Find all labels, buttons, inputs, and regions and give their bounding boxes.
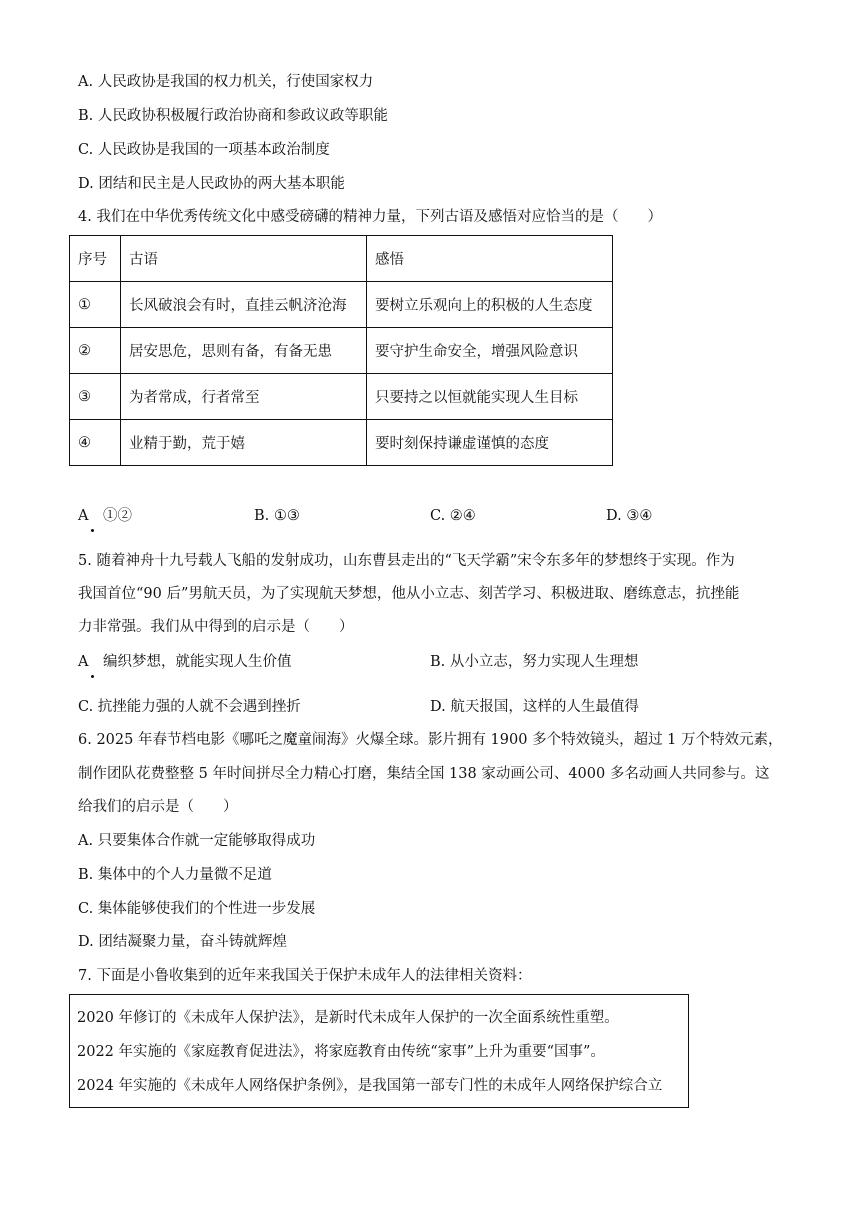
header-cell-saying: 古语 [121, 236, 367, 282]
q4-option-a: A ①② [78, 508, 132, 524]
q6-stem-line-1: 6. 2025 年春节档电影《哪吒之魔童闹海》火爆全球。影片拥有 1900 多个特效镜头，超过 1 万个特效元素， [78, 732, 783, 748]
table-row [70, 374, 613, 420]
q3-option-d: D. 团结和民主是人民政协的两大基本职能 [78, 176, 345, 192]
q6-option-d: D. 团结凝聚力量，奋斗铸就辉煌 [78, 934, 287, 950]
q5-stem-line-1: 5. 随着神舟十九号载人飞船的发射成功，山东曹县走出的“飞天学霸”宋令东多年的梦想终于实现。作为 [78, 553, 735, 569]
q3-option-b: B. 人民政协积极履行政治协商和参政议政等职能 [78, 108, 388, 124]
q6-option-c: C. 集体能够使我们的个性进一步发展 [78, 901, 316, 917]
q6-option-b: B. 集体中的个人力量微不足道 [78, 867, 272, 883]
q5-option-a: A 编织梦想，就能实现人生价值 [78, 654, 292, 670]
q4-option-b: B. ①③ [254, 508, 300, 524]
table-cell: 只要持之以恒就能实现人生目标 [367, 374, 613, 420]
table-cell: 要守护生命安全，增强风险意识 [367, 328, 613, 374]
table-cell: ② [70, 328, 121, 374]
table-cell: 为者常成，行者常至 [121, 374, 367, 420]
table-row [70, 420, 613, 466]
header-cell-index: 序号 [70, 236, 121, 282]
q7-material-line-2: 2022 年实施的《家庭教育促进法》，将家庭教育由传统“家事”上升为重要“国事”。 [77, 1044, 605, 1060]
q7-stem: 7. 下面是小鲁收集到的近年来我国关于保护未成年人的法律相关资料： [78, 968, 532, 984]
table-cell: 要树立乐观向上的积极的人生态度 [367, 282, 613, 328]
table-cell: ① [70, 282, 121, 328]
table-cell: 要时刻保持谦虚谨慎的态度 [367, 420, 613, 466]
q6-stem-line-3: 给我们的启示是（ ） [78, 799, 238, 815]
q4-table [69, 235, 613, 466]
q6-stem-line-2: 制作团队花费整整 5 年时间拼尽全力精心打磨，集结全国 138 家动画公司、4000 多名动画人共同参与。这 [78, 766, 770, 782]
table-cell: ④ [70, 420, 121, 466]
emphasis-dot [91, 529, 94, 532]
table-row [70, 328, 613, 374]
q4-stem: 4. 我们在中华优秀传统文化中感受磅礴的精神力量，下列古语及感悟对应恰当的是（ ） [78, 209, 662, 225]
q7-material-line-1: 2020 年修订的《未成年人保护法》，是新时代未成年人保护的一次全面系统性重塑。 [77, 1010, 619, 1026]
q5-option-b: B. 从小立志，努力实现人生理想 [430, 654, 639, 670]
q3-option-a: A. 人民政协是我国的权力机关，行使国家权力 [78, 74, 374, 90]
q4-option-c: C. ②④ [430, 508, 476, 524]
table-cell: 业精于勤，荒于嬉 [121, 420, 367, 466]
q5-option-c: C. 抗挫能力强的人就不会遇到挫折 [78, 699, 301, 715]
table-row [70, 282, 613, 328]
q7-material-line-3: 2024 年实施的《未成年人网络保护条例》，是我国第一部专门性的未成年人网络保护综合立 [77, 1078, 663, 1094]
q5-stem-line-3: 力非常强。我们从中得到的启示是（ ） [78, 619, 354, 635]
emphasis-dot [91, 675, 94, 678]
table-cell: 长风破浪会有时，直挂云帆济沧海 [121, 282, 367, 328]
q6-option-a: A. 只要集体合作就一定能够取得成功 [78, 833, 316, 849]
table-cell: 居安思危，思则有备，有备无患 [121, 328, 367, 374]
q5-stem-line-2: 我国首位“90 后”男航天员，为了实现航天梦想，他从小立志、刻苦学习、积极进取、磨练意志，抗挫能 [78, 586, 740, 602]
table-cell: ③ [70, 374, 121, 420]
q5-option-d: D. 航天报国，这样的人生最值得 [430, 699, 639, 715]
table-header-row [70, 236, 613, 282]
q3-option-c: C. 人民政协是我国的一项基本政治制度 [78, 142, 330, 158]
header-cell-insight: 感悟 [367, 236, 613, 282]
q7-material-box [69, 994, 689, 1108]
q4-option-d: D. ③④ [606, 508, 653, 524]
